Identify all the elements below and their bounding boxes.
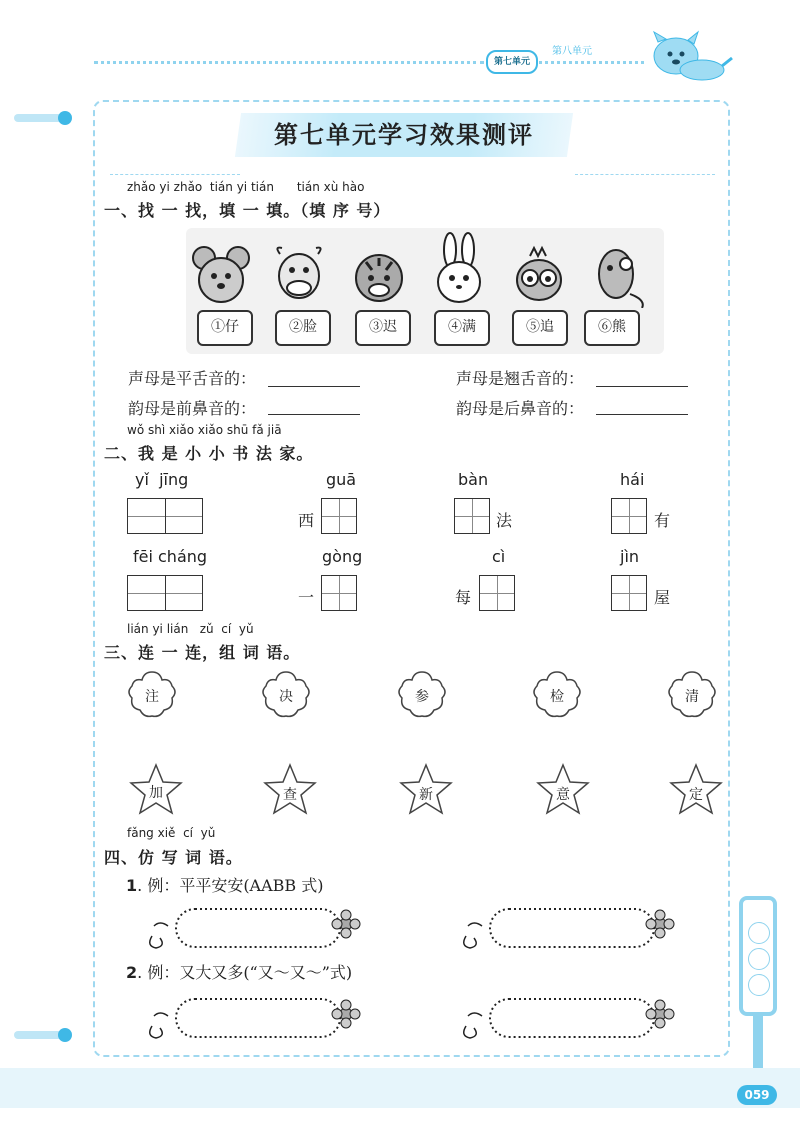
section4-pinyin: fǎng xiě cí yǔ [127,826,216,840]
row1-post-4: 有 [654,511,671,530]
star-4-label: 意 [556,787,570,803]
star-5-label: 定 [689,787,703,803]
tianzige-4[interactable] [611,498,647,534]
card-1: ①仔 [197,310,253,346]
tianzige-1[interactable] [127,498,203,534]
side-tab-top [14,114,66,122]
flower-2-label: 决 [279,689,293,705]
answer-box-1[interactable] [146,906,366,952]
example-1 [126,873,324,896]
light-1 [748,922,770,944]
tianzige-5[interactable] [127,575,203,611]
card-6: ⑥熊 [584,310,640,346]
section2-pinyin: wǒ shì xiǎo xiǎo shū fǎ jiā [127,423,282,437]
traffic-light-icon [739,896,777,1016]
q2-right-label: 韵母是后鼻音的： [456,399,585,418]
section3-heading: 三、连 一 连，组 词 语。 [104,643,301,662]
row1-pre-2: 西 [298,511,315,530]
card-4: ④满 [434,310,490,346]
tab-current[interactable]: 第七单元 [486,50,538,74]
rabbit-icon [430,232,488,308]
row2-pre-2: 一 [298,588,315,607]
light-2 [748,948,770,970]
tianzige-7[interactable] [479,575,515,611]
flower-4-label: 检 [550,689,564,705]
section3-pinyin: lián yi lián zǔ cí yǔ [127,622,254,636]
q1-left-label: 声母是平舌音的： [128,369,257,388]
answer-box-3[interactable] [146,996,366,1042]
mouse-icon [192,244,250,308]
answer-box-4[interactable] [460,996,680,1042]
card-3: ③迟 [355,310,411,346]
q1-right-blank[interactable] [596,386,688,387]
star-2-label: 查 [283,787,297,803]
row2-pinyin-2: gòng [322,547,363,566]
section4-heading: 四、仿 写 词 语。 [104,848,243,867]
flower-5-label: 清 [685,689,699,705]
tab-next[interactable]: 第八单元 [552,46,592,57]
tianzige-8[interactable] [611,575,647,611]
row1-pinyin-1: yǐ jīng [135,470,189,489]
example-2-text: . 例：又大又多(“又～又～”式) [137,963,353,982]
page-title: 第七单元学习效果测评 [274,121,534,149]
example-2-number: 2 [126,963,138,982]
section1-heading: 一、找 一 找，填 一 填。（填 序 号） [104,201,391,220]
tianzige-6[interactable] [321,575,357,611]
ox-icon [270,244,328,308]
flower-3-label: 参 [415,689,429,705]
row1-pinyin-2: guā [326,470,357,489]
example-1-number: 1 [126,876,138,895]
q2-right-blank[interactable] [596,414,688,415]
section2-heading: 二、我 是 小 小 书 法 家。 [104,444,314,463]
side-tab-bottom [14,1031,66,1039]
example-1-text: . 例：平平安安(AABB 式) [137,876,324,895]
dragon-icon [510,244,568,308]
header-dotted-line [94,61,484,64]
bottom-strip [0,1068,800,1108]
row2-pinyin-4: jìn [620,547,640,566]
header-dotted-line-right [534,61,644,64]
q2-left-label: 韵母是前鼻音的： [128,399,257,418]
example-2 [126,960,352,983]
light-3 [748,974,770,996]
row1-pinyin-4: hái [620,470,645,489]
row1-post-3: 法 [496,511,513,530]
page-number: 059 [737,1085,777,1105]
answer-box-2[interactable] [460,906,680,952]
card-5: ⑤追 [512,310,568,346]
star-3-label: 新 [419,787,433,803]
flower-1-label: 注 [145,689,159,705]
row2-post-4: 屋 [654,588,671,607]
tianzige-2[interactable] [321,498,357,534]
star-1-label: 加 [149,785,163,801]
card-2: ②脸 [275,310,331,346]
snake-icon [590,244,648,308]
q1-right-label: 声母是翘舌音的： [456,369,585,388]
title-rule-left [110,174,240,175]
q2-left-blank[interactable] [268,414,360,415]
section1-pinyin: zhǎo yi zhǎo tián yi tián tián xù hào [127,180,365,194]
tianzige-3[interactable] [454,498,490,534]
title-rule-right [575,174,715,175]
row2-pre-3: 每 [455,588,472,607]
puppy-mascot-icon [644,30,734,92]
row2-pinyin-1: fēi cháng [133,547,208,566]
row2-pinyin-3: cì [492,547,506,566]
q1-left-blank[interactable] [268,386,360,387]
row1-pinyin-3: bàn [458,470,489,489]
traffic-light-pole [753,1012,763,1068]
tiger-icon [350,244,408,308]
